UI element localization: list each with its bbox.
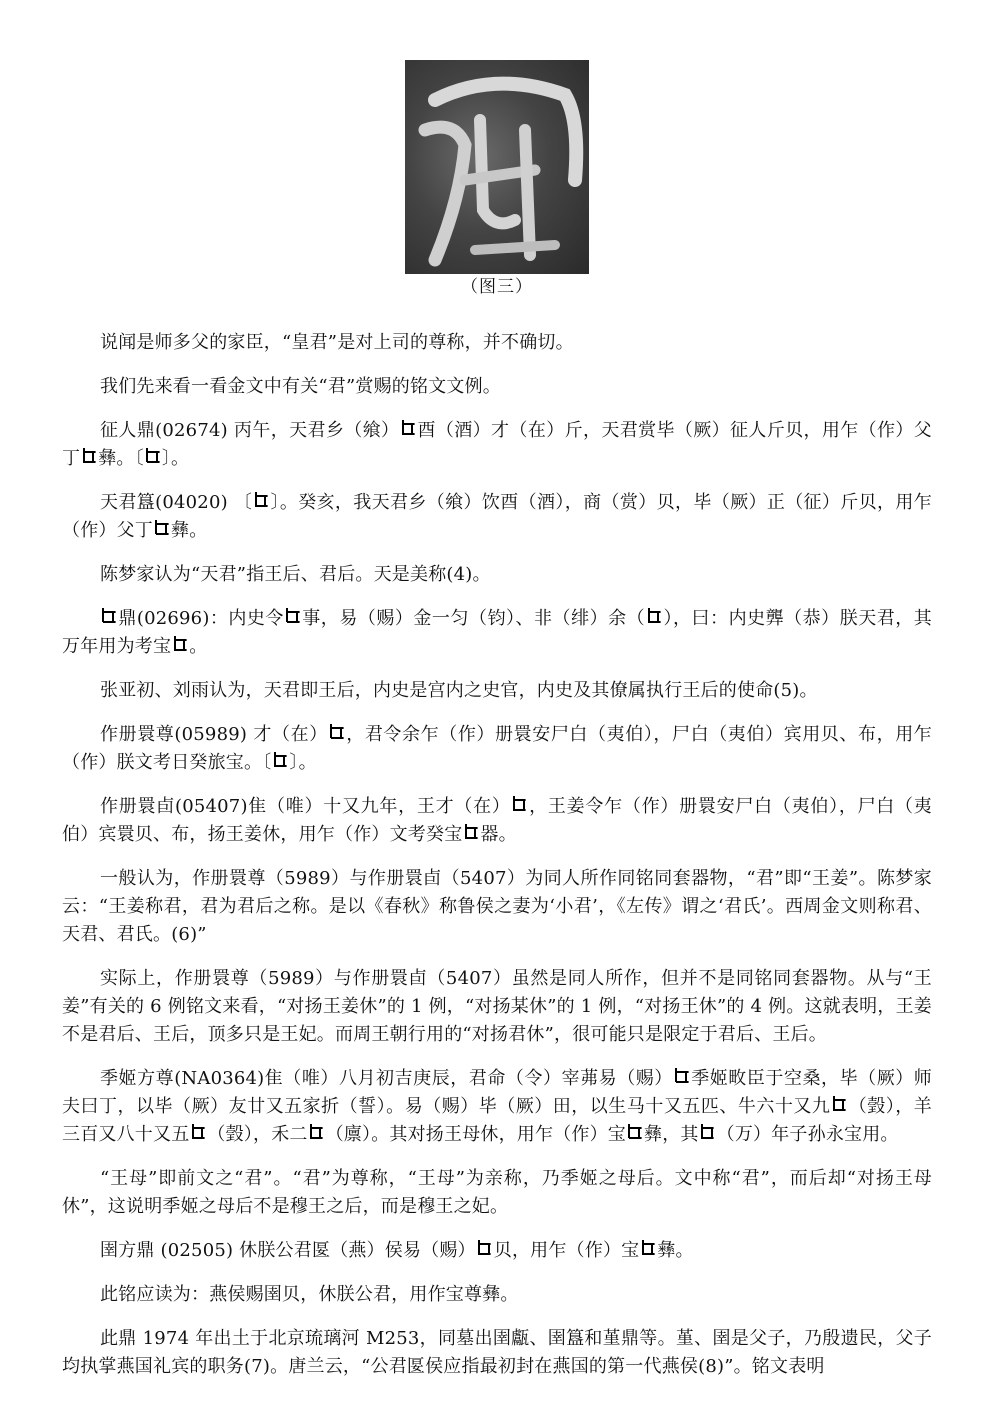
inscription-rubbing-image xyxy=(405,60,589,274)
paragraph-text: 陈梦家认为“天君”指王后、君后。天是美称(4)。 xyxy=(100,564,491,585)
paragraph xyxy=(62,965,932,1049)
paragraph-text: ，王姜令乍（作）册睘安尸白（夷伯），尸白（夷伯）宾睘贝、布，扬王姜休，用乍（作）文考癸宝 xyxy=(62,796,932,845)
paragraph-text: 〕。 xyxy=(289,752,317,773)
archaic-glyph-icon xyxy=(328,724,346,742)
paragraph-text: 彝。〔 xyxy=(98,448,144,469)
paragraph-text: 事，易（赐）金一匀（钧）、非（绯）余（ xyxy=(301,608,646,629)
paragraph xyxy=(62,605,932,661)
paragraph-text: ，君令余乍（作）册睘安尸白（夷伯），尸白（夷伯）宾用贝、布，用乍（作）朕文考日癸旅宝。〔 xyxy=(62,724,932,773)
archaic-glyph-icon xyxy=(100,608,118,626)
archaic-glyph-icon xyxy=(284,608,302,626)
archaic-glyph-icon xyxy=(645,608,663,626)
paragraph xyxy=(62,417,932,473)
paragraph-text: 说闻是师多父的家臣，“皇君”是对上司的尊称，并不确切。 xyxy=(100,332,574,353)
paragraph xyxy=(62,793,932,849)
paragraph-text: 酉（酒）才（在）斤，天君赏毕（厥）征人斤贝，用乍（作）父丁 xyxy=(62,420,932,469)
paragraph-text: 作册睘尊(05989) 才（在） xyxy=(100,724,328,745)
paragraph-text: 此鼎 1974 年出土于北京琉璃河 M253，同墓出圉甗、圉簋和堇鼎等。堇、圉是父子，乃殷遗民，父子均执掌燕国礼宾的职务(7)。唐兰云，“公君匽侯应指最初封在燕国的第一代燕侯(8)”。铭文表明 xyxy=(62,1328,932,1377)
archaic-glyph-icon xyxy=(673,1068,691,1086)
archaic-glyph-icon xyxy=(399,420,417,438)
paragraph-text: 〕。 xyxy=(161,448,190,469)
paragraph-text: （廪）。其对扬王母休，用乍（作）宝 xyxy=(325,1124,627,1145)
paragraph-text: （万）年子孙永宝用。 xyxy=(716,1124,899,1145)
paragraph-text: 我们先来看一看金文中有关“君”赏赐的铭文文例。 xyxy=(100,376,502,397)
paragraph-text: （瑴），禾二 xyxy=(207,1124,308,1145)
archaic-glyph-icon xyxy=(626,1124,644,1142)
paragraph-text: 鼎(02696)：内史令 xyxy=(118,608,284,629)
archaic-glyph-icon xyxy=(639,1240,657,1258)
paragraph-text: 张亚初、刘雨认为，天君即王后，内史是宫内之史官，内史及其僚属执行王后的使命(5)。 xyxy=(100,680,818,701)
paragraph xyxy=(62,721,932,777)
figure xyxy=(405,60,589,299)
paragraph xyxy=(62,1237,932,1265)
paragraph xyxy=(62,489,932,545)
archaic-glyph-icon xyxy=(699,1124,717,1142)
archaic-glyph-icon xyxy=(476,1240,494,1258)
archaic-glyph-icon xyxy=(171,636,189,654)
paragraph xyxy=(62,865,932,949)
paragraph-text: 一般认为，作册睘尊（5989）与作册睘卣（5407）为同人所作同铭同套器物，“君”即“王姜”。陈梦家云：“王姜称君，君为君后之称。是以《春秋》称鲁侯之妻为‘小君’，《左传》谓之‘君氏’。西周金文则称君、天君、君氏。(6)” xyxy=(62,868,932,945)
archaic-glyph-icon xyxy=(153,520,171,538)
paragraph-text: 实际上，作册睘尊（5989）与作册睘卣（5407）虽然是同人所作，但并不是同铭同套器物。从与“王姜”有关的 6 例铭文来看，“对扬王姜休”的 1 例，“对扬某休”的 1 例，“对扬王休”的 4 例。这就表明，王姜不是君后、王后，顶多只是王妃。而周王朝行用的“对扬君休”，很可能只是限定于君后、王后。 xyxy=(62,968,932,1045)
archaic-glyph-icon xyxy=(830,1096,848,1114)
paragraph xyxy=(62,373,932,401)
figure-caption: （图三） xyxy=(461,277,533,297)
paragraph-text: 彝。 xyxy=(657,1240,694,1261)
paragraph xyxy=(62,1165,932,1221)
paragraph-text: 贝，用乍（作）宝 xyxy=(493,1240,640,1261)
paragraph-text: 此铭应读为：燕侯赐圉贝，休朕公君，用作宝尊彝。 xyxy=(100,1284,519,1305)
paragraph xyxy=(62,677,932,705)
paragraph-text: （瑴），羊三百又八十又五 xyxy=(62,1096,932,1145)
paragraph-text: 季姬畋臣于空桑，毕（厥）师夫曰丁，以毕（厥）友廿又五家折（誓）。易（赐）毕（厥）田，以生马十又五匹、牛六十又九 xyxy=(62,1068,932,1117)
paragraph-text: 彝，其 xyxy=(644,1124,699,1145)
paragraph xyxy=(62,1281,932,1309)
paragraph-text: “王母”即前文之“君”。“君”为尊称，“王母”为亲称，乃季姬之母后。文中称“君”，而后却“对扬王母休”，这说明季姬之母后不是穆王之后，而是穆王之妃。 xyxy=(62,1168,932,1217)
archaic-glyph-icon xyxy=(80,448,98,466)
paragraph-text: 作册睘卣(05407)隹（唯）十又九年，王才（在） xyxy=(100,796,511,817)
paragraph xyxy=(62,329,932,357)
paragraph-text: 季姬方尊(NA0364)隹（唯）八月初吉庚辰，君命（令）宰茀易（赐） xyxy=(100,1068,673,1089)
paragraph-text: 天君簋(04020) 〔 xyxy=(100,492,253,513)
paragraph-text: ），曰：内史龏（恭）朕天君，其万年用为考宝 xyxy=(62,608,932,657)
archaic-glyph-icon xyxy=(144,448,162,466)
paragraph xyxy=(62,1065,932,1149)
paragraph-text: 器。 xyxy=(480,824,517,845)
archaic-glyph-icon xyxy=(271,752,289,770)
paragraph xyxy=(62,1325,932,1381)
archaic-glyph-icon xyxy=(252,492,270,510)
archaic-glyph-icon xyxy=(308,1124,326,1142)
archaic-glyph-icon xyxy=(511,796,529,814)
document-page xyxy=(62,60,932,1397)
paragraph-text: 彝。 xyxy=(171,520,208,541)
paragraph-text: 圉方鼎 (02505) 休朕公君匽（燕）侯易（赐） xyxy=(100,1240,476,1261)
archaic-glyph-icon xyxy=(189,1124,207,1142)
body-text xyxy=(62,329,932,1381)
paragraph-text: 。 xyxy=(189,636,208,657)
paragraph-text: 〕。癸亥，我天君乡（飨）饮酉（酒），商（赏）贝，毕（厥）正（征）斤贝，用乍（作）父丁 xyxy=(62,492,932,541)
paragraph-text: 征人鼎(02674) 丙午，天君乡（飨） xyxy=(100,420,400,441)
archaic-glyph-icon xyxy=(462,824,480,842)
paragraph xyxy=(62,561,932,589)
